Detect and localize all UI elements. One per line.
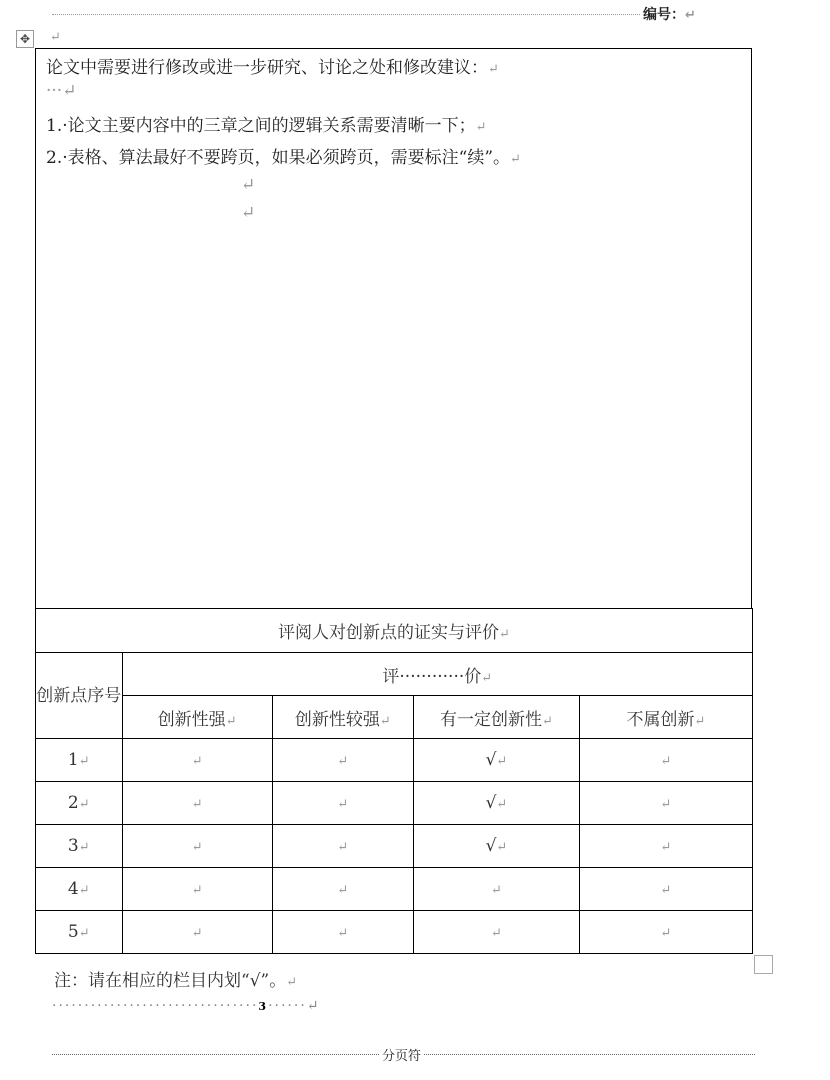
evaluation-cell[interactable]: ↵ — [272, 782, 413, 825]
evaluation-cell[interactable]: ↵ — [272, 825, 413, 868]
evaluation-cell[interactable]: ↵ — [272, 868, 413, 911]
table-row — [36, 825, 753, 868]
evaluation-cell[interactable]: ↵ — [579, 868, 752, 911]
evaluation-cell[interactable]: ↵ — [272, 739, 413, 782]
evaluation-cell[interactable]: ↵ — [579, 782, 752, 825]
evaluation-cell[interactable]: √↵ — [413, 825, 579, 868]
comments-box[interactable] — [35, 48, 752, 608]
row-number: 5↵ — [36, 911, 123, 954]
evaluation-cell[interactable]: √↵ — [413, 782, 579, 825]
evaluation-cell[interactable]: ↵ — [579, 739, 752, 782]
evaluation-cell[interactable]: ↵ — [579, 911, 752, 954]
note-text: 注：请在相应的栏目内划“√”。↵ — [54, 971, 298, 991]
evaluation-cell[interactable]: ↵ — [413, 911, 579, 954]
row-number: 2↵ — [36, 782, 123, 825]
table-row — [36, 739, 753, 782]
table-row — [36, 868, 753, 911]
col-index-header: 创新点序号 — [36, 653, 123, 739]
page-break-label: 分页符 — [380, 1045, 423, 1064]
col-header: 创新性强↵ — [122, 696, 272, 739]
comment-item-1: 1.·论文主要内容中的三章之间的逻辑关系需要清晰一下；↵ — [46, 116, 487, 136]
evaluation-cell[interactable]: ↵ — [122, 782, 272, 825]
table-resize-handle[interactable] — [754, 955, 773, 974]
evaluation-cell[interactable]: ↵ — [122, 825, 272, 868]
row-number: 4↵ — [36, 868, 123, 911]
paragraph-mark: ↵ — [241, 175, 256, 195]
paragraph-mark: ↵ — [241, 203, 256, 223]
evaluation-group-header: 评············价↵ — [122, 653, 752, 696]
col-header: 不属创新↵ — [579, 696, 752, 739]
evaluation-cell[interactable]: ↵ — [579, 825, 752, 868]
comments-title: 论文中需要进行修改或进一步研究、讨论之处和修改建议：↵ — [46, 58, 499, 78]
innovation-evaluation-table — [35, 608, 753, 954]
evaluation-cell[interactable]: ↵ — [413, 868, 579, 911]
evaluation-cell[interactable]: √↵ — [413, 739, 579, 782]
row-number: 1↵ — [36, 739, 123, 782]
serial-number-label: 编号：↵ — [643, 7, 696, 23]
table-row — [36, 782, 753, 825]
evaluation-cell[interactable]: ↵ — [272, 911, 413, 954]
page-number: 3 — [258, 1000, 269, 1013]
footer-line: ································3······↵ — [52, 998, 321, 1014]
blank-line: ···↵ — [46, 81, 77, 101]
comment-item-2: 2.·表格、算法最好不要跨页，如果必须跨页，需要标注“续”。↵ — [46, 148, 521, 168]
evaluation-cell[interactable]: ↵ — [122, 739, 272, 782]
evaluation-cell[interactable]: ↵ — [122, 868, 272, 911]
table-row — [36, 911, 753, 954]
table-move-handle-icon[interactable]: ✥ — [16, 30, 34, 48]
col-header: 有一定创新性↵ — [413, 696, 579, 739]
paragraph-mark: ↵ — [50, 30, 61, 45]
row-number: 3↵ — [36, 825, 123, 868]
col-header: 创新性较强↵ — [272, 696, 413, 739]
evaluation-cell[interactable]: ↵ — [122, 911, 272, 954]
header-dotted-line — [52, 14, 640, 15]
table-title: 评阅人对创新点的证实与评价↵ — [36, 609, 753, 653]
